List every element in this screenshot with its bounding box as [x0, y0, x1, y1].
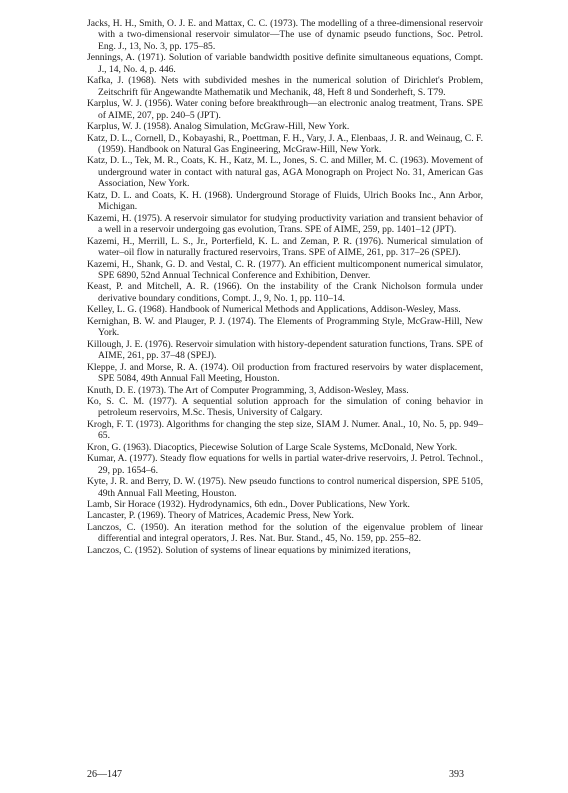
reference-entry: Kumar, A. (1977). Steady flow equations for wells in partial water-drive reservoirs, J. Petrol. Technol., 29, pp. 1654–6. — [87, 453, 483, 476]
reference-entry: Kelley, L. G. (1968). Handbook of Numerical Methods and Applications, Addison-Wesley, Mass. — [87, 304, 461, 316]
page-footer-code: 26—147 — [87, 769, 122, 780]
reference-entry: Kleppe, J. and Morse, R. A. (1974). Oil production from fractured reservoirs by water displacement, SPE 5084, 49th Annual Fall Meeting, Houston. — [87, 361, 483, 385]
reference-entry: Keast, P. and Mitchell, A. R. (1966). On the instability of the Crank Nicholson formula under derivative boundary conditions, Compt. J., 9, No. 1, pp. 110–14. — [87, 281, 483, 304]
reference-entry: Lanczos, C. (1950). An iteration method for the solution of the eigenvalue problem of linear differential and integral operators, J. Res. Nat. Bur. Stand., 45, No. 159, pp. 255–82. — [87, 521, 483, 545]
page-number: 393 — [449, 769, 464, 780]
reference-entry: Kernighan, B. W. and Plauger, P. J. (1974). The Elements of Programming Style, McGraw-Hill, New York. — [87, 315, 483, 339]
reference-entry: Katz, D. L., Tek, M. R., Coats, K. H., Katz, M. L., Jones, S. C. and Miller, M. C. (1963). Movement of underground water in contact with natural gas, AGA Monograph on Project No. 31, American Gas Association, New York. — [87, 155, 483, 190]
reference-entry: Katz, D. L. and Coats, K. H. (1968). Underground Storage of Fluids, Ulrich Books Inc., Ann Arbor, Michigan. — [87, 189, 483, 213]
reference-entry: Knuth, D. E. (1973). The Art of Computer Programming, 3, Addison-Wesley, Mass. — [87, 384, 409, 396]
reference-list — [87, 18, 483, 556]
reference-entry: Karplus, W. J. (1956). Water coning before breakthrough—an electronic analog treatment, Trans. SPE of AIME, 207, pp. 240–5 (JPT). — [87, 98, 483, 121]
reference-entry: Lamb, Sir Horace (1932). Hydrodynamics, 6th edn., Dover Publications, New York. — [87, 499, 410, 511]
reference-entry: Killough, J. E. (1976). Reservoir simulation with history-dependent saturation functions, Trans. SPE of AIME, 261, pp. 37–48 (SPEJ). — [87, 338, 483, 362]
reference-entry: Katz, D. L., Cornell, D., Kobayashi, R., Poettman, F. H., Vary, J. A., Elenbaas, J. R. and Weinaug, C. F. (1959). Handbook on Natural Gas Engineering, McGraw-Hill, New York. — [87, 132, 483, 155]
reference-entry: Kafka, J. (1968). Nets with subdivided meshes in the numerical solution of Dirichlet's Problem, Zeitschrift für Angewandte Mathematik und Mechanik, 48, Heft 8 und Sonderheft, S. T79. — [87, 75, 483, 98]
reference-entry: Kron, G. (1963). Diacoptics, Piecewise Solution of Large Scale Systems, McDonald, New York. — [87, 441, 458, 453]
reference-entry: Kazemi, H. (1975). A reservoir simulator for studying productivity variation and transient behavior of a well in a reservoir undergoing gas evolution, Trans. SPE of AIME, 259, pp. 1401–12 (JPT). — [87, 212, 483, 236]
reference-entry: Lanczos, C. (1952). Solution of systems of linear equations by minimized iterations, — [87, 544, 411, 556]
reference-entry: Kazemi, H., Shank, G. D. and Vestal, C. R. (1977). An efficient multicomponent numerical simulator, SPE 6890, 52nd Annual Technical Conference and Exhibition, Denver. — [87, 258, 483, 281]
reference-entry: Krogh, F. T. (1973). Algorithms for changing the step size, SIAM J. Numer. Anal., 10, No. 5, pp. 949–65. — [87, 418, 483, 442]
reference-entry: Karplus, W. J. (1958). Analog Simulation, McGraw-Hill, New York. — [87, 121, 350, 133]
reference-entry: Ko, S. C. M. (1977). A sequential solution approach for the simulation of coning behavior in petroleum reservoirs, M.Sc. Thesis, University of Calgary. — [87, 395, 483, 419]
reference-entry: Kyte, J. R. and Berry, D. W. (1975). New pseudo functions to control numerical dispersion, SPE 5105, 49th Annual Fall Meeting, Houston. — [87, 476, 483, 499]
reference-entry: Jennings, A. (1971). Solution of variable bandwidth positive definite simultaneous equations, Compt. J., 14, No. 4, p. 446. — [87, 52, 483, 75]
reference-entry: Lancaster, P. (1969). Theory of Matrices, Academic Press, New York. — [87, 510, 354, 522]
reference-entry: Kazemi, H., Merrill, L. S., Jr., Porterfield, K. L. and Zeman, P. R. (1976). Numerical simulation of water–oil flow in naturally fractured reservoirs, Trans. SPE of AIME, 261, pp. 317–26 (SPEJ). — [87, 235, 483, 259]
reference-entry: Jacks, H. H., Smith, O. J. E. and Mattax, C. C. (1973). The modelling of a three-dimensional reservoir with a two-dimensional reservoir simulator—The use of dynamic pseudo functions, Soc. Petrol. Eng. J., 13, No. 3, pp. 175–85. — [87, 18, 483, 52]
